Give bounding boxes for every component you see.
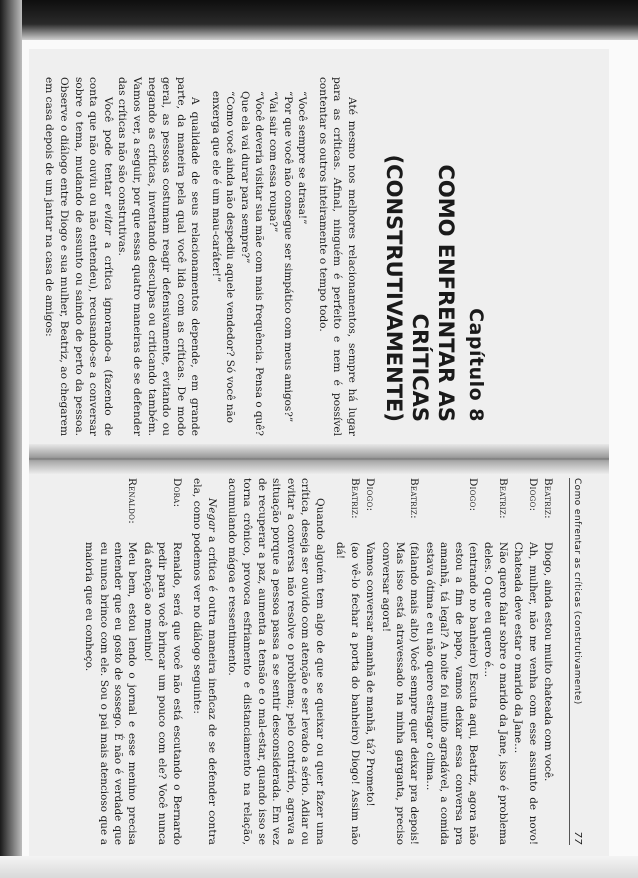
chapter-label: Capítulo 8: [465, 308, 487, 422]
speaker-name: Diogo:: [466, 478, 479, 512]
example-quote: “Vai sair com essa roupa?”: [267, 91, 280, 233]
speaker-text: Não quero falar sobre o marido da Jane, isso é problema deles. O que eu quero é...: [482, 542, 509, 845]
criticism-examples: [208, 77, 309, 436]
right-page: [29, 464, 609, 869]
speaker-name: Beatriz:: [496, 478, 509, 519]
speaker-name: Diogo:: [364, 478, 377, 512]
dialogue-line: [140, 478, 183, 845]
speaker-text: (falando mais alto) Você sempre quer deixar pra depois! Mas isso está atravessado na minha garganta, preciso conversar agora!: [379, 542, 421, 845]
running-head-title: Como enfrentar as críticas (construtivamente): [572, 478, 582, 705]
speaker-name: Renaldo:: [126, 478, 139, 525]
speaker-name: Diogo:: [526, 478, 539, 512]
speaker-text: Meu bem, estou lendo o jornal e esse menino precisa entender que eu gosto de sossego. É não é verdade que eu nunca brinco com ele. Sou o pai mais atencioso que a maioria que eu conheço.: [83, 542, 139, 845]
speaker-name: Beatriz:: [348, 478, 361, 519]
scanner-shadow-left: [0, 0, 22, 878]
dialogue-line: [82, 478, 140, 845]
scanner-bottom-edge: [0, 856, 638, 878]
dialogue-line: [378, 478, 421, 845]
left-page: [29, 49, 609, 454]
speaker-text: (entrando no banheiro) Escuta aqui, Beatriz, agora não estou a fim de papo, vamos deixar essa conversa pra amanhã, tá legal? A noite foi muito agradável, a comida estava ótima e eu não quero estragar o clima...: [423, 542, 479, 845]
example-quote: “Como você ainda não despediu aquele vendedor? Só você não enxerga que ele é um mau-caráter!”: [209, 91, 237, 423]
dialogue-block: [82, 478, 184, 845]
emphasis-text: evitar: [101, 203, 114, 235]
emphasis-text: Negar: [205, 498, 218, 532]
text-run: a crítica é outra maneira ineficaz de se defender contra ela, como podemos ver no diálogo seguinte:: [191, 478, 218, 845]
dialogue-line: [333, 478, 362, 845]
speaker-name: Dora:: [170, 478, 183, 508]
body-paragraph: A qualidade de seus relacionamentos depende, em grande parte, da maneira pela qual você lida com as críticas. De modo geral, as pessoas costumam reagir defensivamente, evitando ou negando as críticas, inventando desculpas ou criticando também. Vamos ver, a seguir, por que essas quatro maneiras de se defender das críticas não são construtivas.: [116, 77, 202, 436]
body-paragraph: [190, 478, 219, 845]
speaker-text: Diogo, ainda estou muito chateada com você.: [542, 542, 554, 782]
page-number: 77: [572, 831, 583, 845]
running-head: [569, 478, 583, 845]
dialogue-line: [511, 478, 540, 845]
example-quote: “Você deveria visitar sua mãe com mais frequência. Pensa o quê? Que ela vai durar para sempre?”: [238, 91, 265, 436]
speaker-text: (ao vê-lo fechar a porta do banheiro) Diogo! Assim não dá!: [334, 542, 361, 845]
chapter-title-line-2: (CONSTRUTIVAMENTE): [382, 154, 406, 422]
chapter-title-line-1: COMO ENFRENTAR AS CRÍTICAS: [408, 164, 458, 422]
chapter-title: [381, 77, 459, 422]
dialogue-line: [481, 478, 510, 845]
intro-paragraph: Até mesmo nos melhores relacionamentos, sempre há lugar para as críticas. Afinal, ninguém é perfeito e nem é possível contentar os outros inteiramente o tempo todo.: [316, 77, 358, 436]
dialogue-block: [333, 478, 555, 845]
text-run: Você pode tentar: [101, 97, 114, 204]
scanner-shadow-top: [0, 0, 638, 40]
speaker-text: Vamos conversar amanhã de manhã, tá? Prometo!: [364, 542, 377, 807]
book-spread: [29, 49, 609, 869]
speaker-name: Beatriz:: [408, 478, 421, 519]
speaker-text: Renaldo, será que você não está escutando o Bernardo pedir para você brincar um pouco com ele? Você nunca dá atenção ao menino!: [141, 542, 183, 845]
speaker-text: Ah, mulher, não me venha com esse assunto de novo! Chateada deve estar o marido da Jane...: [512, 542, 539, 845]
dialogue-line: [422, 478, 480, 845]
dialogue-line: [541, 478, 555, 845]
body-paragraph: Quando alguém tem algo de que se queixar ou quer fazer uma crítica, deseja ser ouvido com atenção e ser levado a sério. Adiar ou evitar a conversa não resolve o problema; pelo contrário, agrava a situação porque a pessoa passa a se sentir desconsiderada. Em vez de recuperar a paz, aumenta a tensão e o mal-estar, quando isso se torna crônico, provoca esfriamento e distanciamento na relação, acumulando mágoa e ressentimento.: [226, 478, 326, 845]
dialogue-line: [363, 478, 377, 845]
text-run: a crítica ignorando-a (fazendo de conta que não ouviu ou não entendeu), recusando-se a conversar sobre o tema, mudando de assunto ou saindo de perto da pessoa. Observe o diálogo entre Diogo e sua mulher, Beatriz, ao chegarem em casa depois de um jantar na casa de amigos:: [43, 77, 114, 436]
example-quote: “Você sempre se atrasa!”: [296, 91, 309, 225]
speaker-name: Beatriz:: [542, 478, 554, 519]
example-quote: “Por que você não consegue ser simpático com meus amigos?”: [281, 91, 294, 423]
body-paragraph: [42, 77, 115, 436]
